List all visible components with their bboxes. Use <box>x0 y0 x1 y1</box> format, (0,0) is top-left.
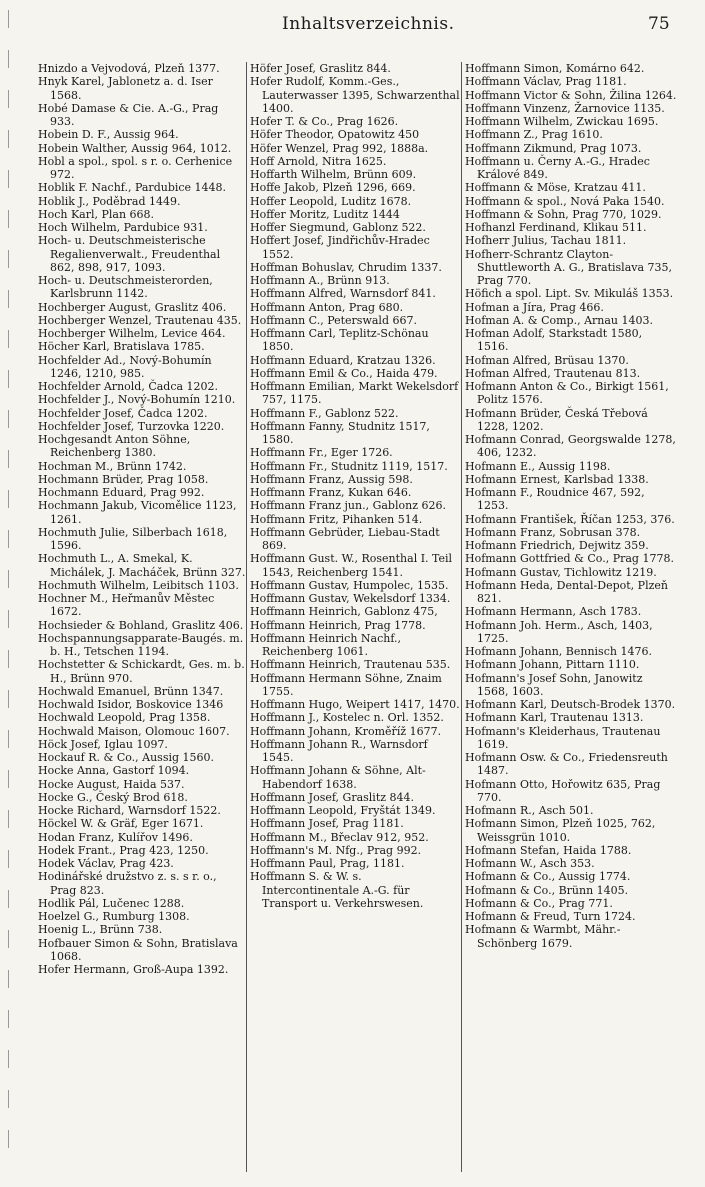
index-entry: Hoenig L., Brünn 738. <box>38 923 163 937</box>
index-entry: Hofmann R., Asch 501. <box>465 804 594 817</box>
index-entry: Hoffmann Gustav, Humpolec, 1535. <box>250 578 449 592</box>
index-entry: Höfich a spol. Lipt. Sv. Mikuláš 1353. <box>465 287 674 301</box>
index-entry: Hofer T. & Co., Prag 1626. <box>250 115 399 128</box>
index-entry: Hoffmann J., Kostelec n. Orl. 1352. <box>250 711 444 725</box>
index-entry: Hoffmann's M. Nfg., Prag 992. <box>250 843 422 857</box>
index-entry: Hocke G., Český Brod 618. <box>38 790 188 804</box>
index-entry: Hoffmann Heinrich, Prag 1778. <box>250 618 426 632</box>
column-divider <box>461 62 462 1172</box>
index-entry: Hofer Rudolf, Komm.-Ges., Lauterwasser 1395, Schwarzenthal 1400. <box>250 75 460 115</box>
index-entry: Hofmann Anton & Co., Birkigt 1561, Politz 1576. <box>465 380 669 407</box>
index-entry: Hoffmann Victor & Sohn, Žilina 1264. <box>465 88 677 102</box>
index-entry: Hoffmann Wilhelm, Zwickau 1695. <box>465 115 659 128</box>
page-title: Inhaltsverzeichnis. <box>282 14 455 34</box>
index-entry: Hoffmann F., Gablonz 522. <box>250 406 399 420</box>
index-entry: Hofmann E., Aussig 1198. <box>465 459 611 473</box>
index-entry: Hochmuth Wilhelm, Leibitsch 1103. <box>38 578 239 592</box>
index-entry: Höckel W. & Gräf, Eger 1671. <box>38 817 204 831</box>
index-entry: Hofman A. & Comp., Arnau 1403. <box>465 313 653 327</box>
index-entry: Hofmann František, Říčan 1253, 376. <box>465 512 675 526</box>
index-entry: Hofmann Joh. Herm., Asch, 1403, 1725. <box>465 618 653 645</box>
index-entry: Hofmann Gustav, Tichlowitz 1219. <box>465 565 657 579</box>
index-entry: Hochberger August, Graslitz 406. <box>38 300 227 314</box>
index-entry: Hoffmann Paul, Prag, 1181. <box>250 857 405 870</box>
index-entry: Hnyk Karel, Jablonetz a. d. Iser 1568. <box>38 75 213 102</box>
index-entry: Hoffmann Fanny, Studnitz 1517, 1580. <box>250 419 430 446</box>
index-entry: Hochmuth Julie, Silberbach 1618, 1596. <box>38 525 228 552</box>
index-entry: Höfer Josef, Graslitz 844. <box>250 62 391 75</box>
index-entry: Hoffmann Franz jun., Gablonz 626. <box>250 499 446 513</box>
index-entry: Hoffmann Fritz, Pihanken 514. <box>250 512 423 526</box>
index-entry: Hochberger Wilhelm, Levice 464. <box>38 327 226 340</box>
index-entry: Hoblik J., Poděbrad 1449. <box>38 194 181 208</box>
index-entry: Hobé Damase & Cie. A.-G., Prag 933. <box>38 101 219 128</box>
index-entry: Hoffmann Vinzenz, Žarnovice 1135. <box>465 101 665 115</box>
index-entry: Hofman Alfred, Trautenau 813. <box>465 366 641 380</box>
index-entry: Hoffert Josef, Jindřichův-Hradec 1552. <box>250 234 430 261</box>
index-column-3 <box>465 62 677 950</box>
page-number: 75 <box>648 14 670 34</box>
index-entry: Hofmann W., Asch 353. <box>465 857 595 870</box>
index-entry: Hofmann Hermann, Asch 1783. <box>465 605 642 619</box>
index-entry: Hofmann Brüder, Česká Třebová 1228, 1202. <box>465 406 648 433</box>
index-entry: Hoffmann Eduard, Kratzau 1326. <box>250 353 436 367</box>
index-entry: Hofmann Karl, Deutsch-Brodek 1370. <box>465 698 676 711</box>
index-entry: Hoffmann Fr., Eger 1726. <box>250 446 393 460</box>
index-entry: Hoffmann Josef, Graslitz 844. <box>250 790 415 804</box>
index-entry: Hoffmann Václav, Prag 1181. <box>465 75 627 89</box>
index-entry: Hofmann Franz, Sobrusan 378. <box>465 525 641 539</box>
index-entry: Hofmann Conrad, Georgswalde 1278, 406, 1232. <box>465 433 676 460</box>
index-entry: Hoffmann Carl, Teplitz-Schönau 1850. <box>250 327 429 354</box>
index-entry: Hoffmann Johann, Kroměříž 1677. <box>250 724 442 738</box>
index-entry: Hofmann & Freud, Turn 1724. <box>465 910 636 923</box>
index-entry: Hocke Richard, Warnsdorf 1522. <box>38 804 221 817</box>
index-entry: Hoffmann Franz, Kukan 646. <box>250 486 412 499</box>
index-entry: Hoffmann Johann & Söhne, Alt-Habendorf 1638. <box>250 764 426 791</box>
index-entry: Hoffmann Simon, Komárno 642. <box>465 62 645 75</box>
index-entry: Hoff Arnold, Nitra 1625. <box>250 154 387 168</box>
index-entry: Hoffer Moritz, Luditz 1444 <box>250 207 400 221</box>
index-entry: Hoffmann u. Černy A.-G., Hradec Králové 849. <box>465 154 650 181</box>
index-entry: Hoffmann & Möse, Kratzau 411. <box>465 181 646 195</box>
column-divider <box>246 62 247 1172</box>
index-entry: Hoffmann Heinrich, Trautenau 535. <box>250 658 451 672</box>
index-entry: Hofhanzl Ferdinand, Klikau 511. <box>465 221 647 234</box>
index-entry: Hoffmann M., Břeclav 912, 952. <box>250 830 429 844</box>
index-entry: Hochmann Brüder, Prag 1058. <box>38 472 209 486</box>
index-entry: Hoffe Jakob, Plzeň 1296, 669. <box>250 181 416 195</box>
index-entry: Hoch- u. Deutschmeisterische Regalienverwalt., Freudenthal 862, 898, 917, 1093. <box>38 234 221 274</box>
index-entry: Hoffmann Fr., Studnitz 1119, 1517. <box>250 459 448 473</box>
index-entry: Hofmann & Co., Prag 771. <box>465 896 613 910</box>
index-entry: Hoffmann Heinrich, Gablonz 475, <box>250 605 438 619</box>
index-entry: Hoffmann S. & W. s. Intercontinentale A.-G. für Transport u. Verkehrswesen. <box>250 870 424 910</box>
index-entry: Hoffmann Emilian, Markt Wekelsdorf 757, 1175. <box>250 380 459 407</box>
page-edge-mark <box>8 10 9 1160</box>
index-entry: Hoffmann Emil & Co., Haida 479. <box>250 366 438 380</box>
index-entry: Hochwald Isidor, Boskovice 1346 <box>38 698 224 711</box>
index-entry: Hofmann & Co., Brünn 1405. <box>465 883 629 897</box>
index-entry: Hodinářské družstvo z. s. s r. o., Prag 823. <box>38 870 217 897</box>
index-entry: Hoffmann Z., Prag 1610. <box>465 128 603 142</box>
index-entry: Hochfelder Josef, Čadca 1202. <box>38 406 208 420</box>
index-entry: Hochwald Leopold, Prag 1358. <box>38 711 211 725</box>
index-entry: Hofmann Simon, Plzeň 1025, 762, Weissgrün 1010. <box>465 817 656 844</box>
index-entry: Hofmann Johann, Pittarn 1110. <box>465 658 640 672</box>
index-entry: Hofmann & Co., Aussig 1774. <box>465 870 631 884</box>
index-entry: Hofherr-Schrantz Clayton-Shuttleworth A. G., Bratislava 735, Prag 770. <box>465 247 673 287</box>
index-entry: Hoffmann A., Brünn 913. <box>250 274 390 287</box>
index-entry: Hodek Frant., Prag 423, 1250. <box>38 843 209 857</box>
index-entry: Hofmann & Warmbt, Mähr.-Schönberg 1679. <box>465 923 621 950</box>
index-entry: Hoblik F. Nachf., Pardubice 1448. <box>38 181 227 195</box>
index-entry: Hoffmann Alfred, Warnsdorf 841. <box>250 287 436 301</box>
index-entry: Hofbauer Simon & Sohn, Bratislava 1068. <box>38 936 238 963</box>
index-entry: Hoffmann Heinrich Nachf., Reichenberg 1061. <box>250 631 402 658</box>
index-entry: Hoffmann Gustav, Wekelsdorf 1334. <box>250 592 451 605</box>
page-header <box>0 8 705 42</box>
index-entry: Hochfelder Arnold, Čadca 1202. <box>38 380 219 393</box>
index-entry: Hofmann's Josef Sohn, Janowitz 1568, 1603. <box>465 671 643 698</box>
index-entry: Hochsieder & Bohland, Graslitz 406. <box>38 618 244 632</box>
index-entry: Höfer Theodor, Opatowitz 450 <box>250 128 420 142</box>
index-entry: Hoffmann Gust. W., Rosenthal I. Teil 1543, Reichenberg 1541. <box>250 552 453 579</box>
index-entry: Hofman Alfred, Brüsau 1370. <box>465 353 629 367</box>
index-entry: Hodlik Pál, Lučenec 1288. <box>38 896 185 910</box>
index-entry: Hochwald Maison, Olomouc 1607. <box>38 724 230 738</box>
index-entry: Hoffarth Wilhelm, Brünn 609. <box>250 168 417 181</box>
index-entry: Hoffmann Josef, Prag 1181. <box>250 817 404 831</box>
index-entry: Hochfelder Josef, Turzovka 1220. <box>38 419 225 433</box>
index-entry: Hofman Adolf, Starkstadt 1580, 1516. <box>465 327 643 354</box>
index-entry: Höfer Wenzel, Prag 992, 1888a. <box>250 141 429 155</box>
index-entry: Hocke Anna, Gastorf 1094. <box>38 764 190 778</box>
index-entry: Hnizdo a Vejvodová, Plzeň 1377. <box>38 62 220 75</box>
index-entry: Hochmann Jakub, Vicomělice 1123, 1261. <box>38 499 237 526</box>
index-entry: Hochner M., Heřmanův Městec 1672. <box>38 592 215 619</box>
index-entry: Hofmann Stefan, Haida 1788. <box>465 843 632 857</box>
index-entry: Hoffmann Franz, Aussig 598. <box>250 472 413 486</box>
index-entry: Hochmann Eduard, Prag 992. <box>38 486 205 499</box>
index-entry: Hochfelder J., Nový-Bohumín 1210. <box>38 393 236 407</box>
index-entry: Hoch- u. Deutschmeisterorden, Karlsbrunn 1142. <box>38 274 213 301</box>
index-entry: Hochstetter & Schickardt, Ges. m. b. H., Brünn 970. <box>38 658 245 685</box>
index-entry: Hoch Karl, Plan 668. <box>38 207 155 221</box>
index-entry: Hofman a Jíra, Prag 466. <box>465 300 604 314</box>
index-entry: Hoffmann Anton, Prag 680. <box>250 300 404 314</box>
index-entry: Hoffmann & Sohn, Prag 770, 1029. <box>465 207 662 221</box>
index-entry: Hofmann Heda, Dental-Depot, Plzeň 821. <box>465 578 668 605</box>
index-entry: Hoffmann Leopold, Fryštát 1349. <box>250 804 436 817</box>
index-entry: Hofmann Gottfried & Co., Prag 1778. <box>465 552 674 566</box>
index-entry: Hobein Walther, Aussig 964, 1012. <box>38 141 232 155</box>
index-entry: Hofmann Friedrich, Dejwitz 359. <box>465 539 649 552</box>
index-entry: Hochberger Wenzel, Trautenau 435. <box>38 313 242 327</box>
index-entry: Hoffmann Zikmund, Prag 1073. <box>465 141 642 155</box>
index-entry: Höcher Karl, Bratislava 1785. <box>38 340 205 354</box>
index-entry: Hochfelder Ad., Nový-Bohumín 1246, 1210, 985. <box>38 353 212 380</box>
index-entry: Hochman M., Brünn 1742. <box>38 459 187 473</box>
index-column-2 <box>250 62 460 910</box>
index-entry: Höck Josef, Iglau 1097. <box>38 737 168 751</box>
index-entry: Hochspannungsapparate-Baugés. m. b. H., Tetschen 1194. <box>38 631 244 658</box>
index-entry: Hoelzel G., Rumburg 1308. <box>38 910 190 923</box>
index-entry: Hoffmann & spol., Nová Paka 1540. <box>465 194 665 208</box>
index-entry: Hobein D. F., Aussig 964. <box>38 128 179 142</box>
index-entry: Hoffer Leopold, Luditz 1678. <box>250 194 412 208</box>
index-entry: Hochgesandt Anton Söhne, Reichenberg 1380. <box>38 433 191 460</box>
index-entry: Hoch Wilhelm, Pardubice 931. <box>38 221 208 234</box>
index-entry: Hofmann Ernest, Karlsbad 1338. <box>465 472 649 486</box>
index-entry: Hoffmann Hermann Söhne, Znaim 1755. <box>250 671 442 698</box>
index-entry: Hobl a spol., spol. s r. o. Cerhenice 972. <box>38 154 233 181</box>
index-entry: Hofer Hermann, Groß-Aupa 1392. <box>38 963 229 976</box>
index-entry: Hoffer Siegmund, Gablonz 522. <box>250 221 426 234</box>
index-entry: Hodek Václav, Prag 423. <box>38 857 174 870</box>
index-entry: Hofherr Julius, Tachau 1811. <box>465 234 627 248</box>
index-entry: Hofmann F., Roudnice 467, 592, 1253. <box>465 486 645 513</box>
index-entry: Hochmuth L., A. Smekal, K. Michálek, J. Macháček, Brünn 327. <box>38 552 246 579</box>
index-entry: Hocke August, Haida 537. <box>38 777 185 791</box>
index-entry: Hofmann Otto, Hořowitz 635, Prag 770. <box>465 777 661 804</box>
index-entry: Hockauf R. & Co., Aussig 1560. <box>38 751 215 764</box>
index-entry: Hofmann Johann, Bennisch 1476. <box>465 645 652 658</box>
index-entry: Hoffman Bohuslav, Chrudim 1337. <box>250 260 442 274</box>
index-column-1 <box>38 62 246 976</box>
index-entry: Hodan Franz, Kulířov 1496. <box>38 830 193 844</box>
index-entry: Hofmann's Kleiderhaus, Trautenau 1619. <box>465 724 661 751</box>
index-entry: Hoffmann Gebrüder, Liebau-Stadt 869. <box>250 525 440 552</box>
index-entry: Hoffmann Johann R., Warnsdorf 1545. <box>250 737 428 764</box>
index-entry: Hoffmann Hugo, Weipert 1417, 1470. <box>250 698 460 711</box>
index-entry: Hofmann Karl, Trautenau 1313. <box>465 711 644 725</box>
index-entry: Hochwald Emanuel, Brünn 1347. <box>38 684 224 698</box>
index-entry: Hoffmann C., Peterswald 667. <box>250 313 417 327</box>
index-entry: Hofmann Osw. & Co., Friedensreuth 1487. <box>465 751 668 778</box>
